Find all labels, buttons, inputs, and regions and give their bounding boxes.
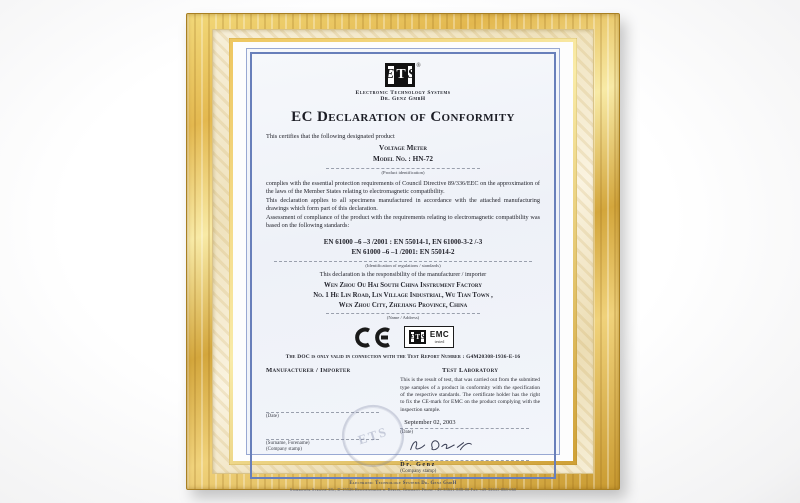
footer-company: Electronic Technology Systems Dr. Genz GmbH <box>349 480 457 486</box>
ets-letter-e: E <box>384 67 395 82</box>
standards-line2: EN 61000 –6 –1 /2001: EN 55014-2 <box>351 248 455 257</box>
body-paragraph: Assessment of compliance of the product with the requirements relating to electromagnetic compatibility was based on the following standards: <box>266 213 540 230</box>
org-name-line1: Electronic Technology Systems <box>355 90 451 96</box>
date-caption: (Date) <box>266 414 279 420</box>
ets-logo <box>385 63 415 87</box>
standards-line1: EN 61000 –6 –3 /2001 : EN 55014-1, EN 61000-3-2 /-3 <box>323 237 483 246</box>
ce-mark-icon <box>352 327 392 348</box>
product-block <box>266 143 540 165</box>
divider-dashed <box>326 168 479 169</box>
divider-dashed <box>274 261 532 262</box>
body-paragraph: This declaration applies to all specimens manufactured in accordance with the attached manufacturing drawings which form part of this declaration. <box>266 196 540 213</box>
signature-line <box>266 439 379 440</box>
stamp-watermark: ETS <box>334 397 412 475</box>
frame-mat <box>233 42 573 492</box>
registered-trademark-icon: ® <box>416 63 421 69</box>
certificate-footer <box>250 479 556 493</box>
product-model: Model No. : HN-72 <box>373 154 433 163</box>
left-sign-group <box>266 437 389 452</box>
signature-line <box>400 428 529 429</box>
certificate-title: EC Declaration of Conformity <box>291 109 515 125</box>
manufacturer-block <box>266 281 540 311</box>
ets-logo-row <box>266 63 540 87</box>
name-caption: (Surname, Forename) <box>266 441 310 447</box>
left-date-group <box>266 410 389 419</box>
divider-dashed <box>326 313 479 314</box>
test-laboratory-column <box>400 367 540 473</box>
date-caption: (Date) <box>400 429 414 435</box>
product-caption: (Product identification) <box>381 169 425 175</box>
product-name: Voltage Meter <box>379 144 427 152</box>
validity-statement: The DOC is only valid in connection with the Test Report Number : G4M20308-1936-E-16 <box>285 354 521 361</box>
manufacturer-column <box>266 367 389 473</box>
issue-date: September 02, 2003 <box>404 418 456 426</box>
stamp-caption: (Company stamp) <box>266 447 302 453</box>
responsibility-text: This declaration is the responsibility of the manufacturer / importer <box>319 270 487 278</box>
footer-address: Storkower Strasse 38c, D-15526 Reichenwalde b. Berlin, Germany Phone +49-33631-888-08 Fax +49-33631-888-060 <box>289 486 517 492</box>
intro-text: This certifies that the following designated product <box>266 133 395 140</box>
handwritten-signature <box>406 437 540 458</box>
signature-columns <box>266 367 540 473</box>
address-caption: (Name / Address) <box>386 315 420 321</box>
signature-line <box>400 460 529 461</box>
manufacturer-column-heading: Manufacturer / Importer <box>266 367 351 375</box>
ets-logo-small: E T S <box>409 330 426 344</box>
test-laboratory-heading: Test Laboratory <box>442 367 499 375</box>
ets-letter-s: S <box>407 67 416 82</box>
signature-line <box>266 412 379 413</box>
manufacturer-address2: Wen Zhou City, Zhejiang Province, China <box>338 301 468 309</box>
conformity-marks-row <box>266 325 540 349</box>
signer-name: Dr. Genz <box>400 461 436 468</box>
certificate-paper <box>246 48 560 492</box>
ets-letter-t: T <box>396 67 406 82</box>
frame-inner-band <box>212 29 594 492</box>
standards-caption: (Identification of regulations / standards) <box>365 262 441 268</box>
test-laboratory-statement: This is the result of test, that was carried out from the submitted type samples of a product in conformity with the specification of the respective standards. The certificate holder has the right to fix the CE-mark for EMC on the product complying with the inspection sample. <box>400 377 540 413</box>
frame-gold-fillet <box>229 38 577 492</box>
org-name-line2: Dr. Genz GmbH <box>380 96 426 102</box>
manufacturer-name: Wen Zhou Ou Hai South China Instrument Factory <box>324 281 482 289</box>
standards-block <box>266 237 540 258</box>
body-paragraph: complies with the essential protection requirements of Council Directive 89/336/EEC on the approximation of the laws of the Member States relating to electromagnetic compatibility. <box>266 179 540 196</box>
stamp-caption: (Company stamp) <box>400 468 437 474</box>
manufacturer-address1: No. 1 He Lin Road, Lin Village Industrial, Wu Tian Town , <box>313 291 493 299</box>
picture-frame <box>186 13 620 490</box>
emc-tested-mark <box>404 326 454 348</box>
certificate-content <box>250 52 556 479</box>
emc-label: EMC tested <box>429 330 450 345</box>
